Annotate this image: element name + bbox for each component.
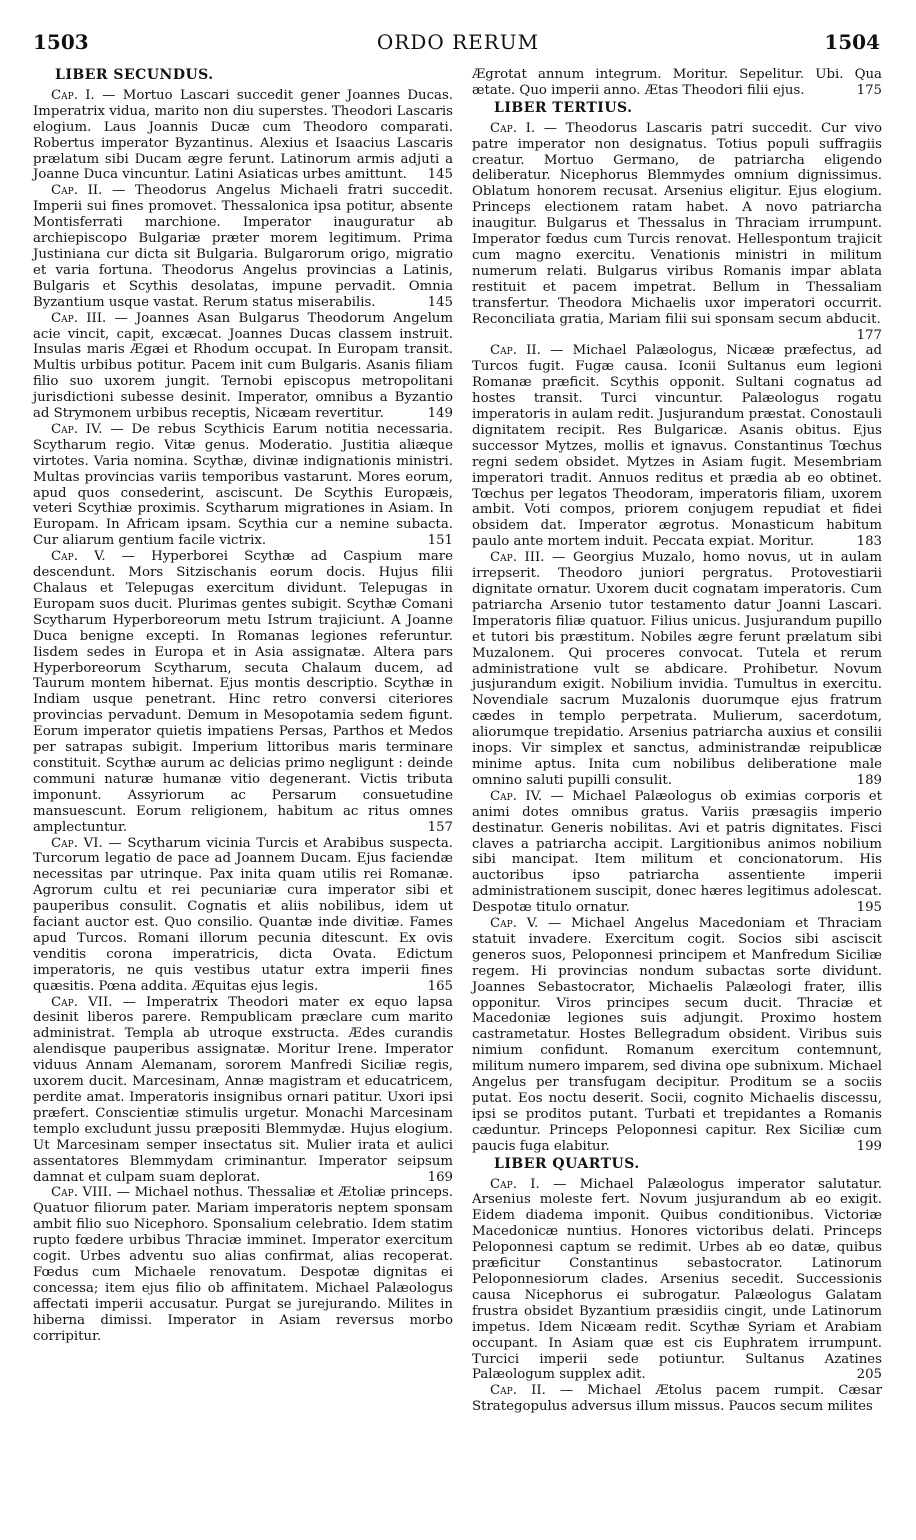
chapter-summary: — Hyperborei Scythæ ad Caspium mare descendunt. Mors Sitzischanis eorum docis. Hujus filii Chalaus et Telepugas exercitum dividunt. Telepugas in Europam suos ducit. Plurimas gentes subigit. Scythæ Comani Scytharum Hyperboreorum metu Istrum trajiciunt. A Joanne Duca benigne excepti. In Romanas legiones referuntur. Iisdem sedes in Europa et in Asia assignatæ. Altera pars Hyperboreorum Scytharum, secuta Chalaum ducem, ad Taurum montem hibernat. Ejus montis descriptio. Scythæ in Indiam usque penetrant. Hinc retro conversi citeriores provincias pervadunt. Demum in Mesopotamia sedem figunt. Eorum imperator quietis impatiens Persas, Parthos et Medos per satrapas subigit. Imperium littoribus maris terminare constituit. Scythæ aurum ac delicias primo negligunt : deinde communi naturæ humanæ vitio degenerant. Victis tributa imponunt. Assyriorum ac Persarum consuetudine mansuescunt. Eorum religionem, habitum ac ritus omnes amplectuntur. — [33, 549, 454, 835]
chapter-label: Cap. VIII. — [51, 1185, 113, 1201]
chapter-summary: — Scytharum vicinia Turcis et Arabibus suspecta. Turcorum legatio de pace ad Joannem Ducam. Ejus faciendæ necessitas par utrinque. Pax inita quam utilis rei Romanæ. Agrorum cultu et rei pecuniariæ cura imperator sibi et pauperibus consulit. Cognatis et aliis nobilibus, idem ut faciant auctor est. Quo consilio. Quantæ inde divitiæ. Fames apud Turcos. Romani illorum pecunia ditescunt. Ex ovis venditis corona imperatricis, dicta Ovata. Edictum imperatoris, ne quis vestibus utatur extra imperii fines quæsitis. Pœna addita. Æquitas ejus legis. — [33, 835, 453, 994]
page-reference: 145 — [427, 167, 453, 183]
chapter-label: Cap. VI. — [51, 835, 103, 851]
page-reference: 165 — [427, 978, 453, 994]
chapter-entry — [472, 121, 882, 344]
chapter-label: Cap. II. — [51, 183, 103, 199]
chapter-summary: — Theodorus Lascaris patri succedit. Cur vivo patre imperator non designatus. Totius populi suffragiis creatur. Mortuo Germano, de patriarcha eligendo deliberatur. Nicephorus Blemmydes omnium dignissimus. Oblatum honorem recusat. Arsenius eligitur. Ejus elogium. Princeps electionem ratam habet. A novo patriarcha inaugitur. Bulgarus et Thessalus in Thraciam irrumpunt. Imperator fœdus cum Turcis renovat. Hellespontum trajicit cum magno exercitu. Venationis ministri in militum numerum relati. Bulgarus viribus Romanis impar ablata restituit et pacem impetrat. Bellum in Thessaliam transfertur. Theodora Michaelis uxor imperatori occurrit. Reconciliata gratia, Mariam filii sui sponsam secum abducit. — [472, 120, 882, 327]
chapter-summary: — Imperatrix Theodori mater ex equo lapsa desinit liberos parere. Rempublicam præclare cum marito administrat. Templa ab utroque exstructa. Ædes curandis alendisque pauperibus assignatæ. Moritur Irene. Imperator viduus Annam Alemanam, sororem Manfredi Siciliæ regis, uxorem ducit. Marcesinam, Annæ magistram et educatricem, perdite amat. Imperatoris insignibus ornari patitur. Uxori ipsi præfert. Conscientiæ stimulis urgetur. Monachi Marcesinam templo excludunt jussu præpositi Blemmydæ. Hujus elogium. Ut Marcesinam semper insectatus sit. Mulier irata et aulici assentatores Blemmydam criminantur. Imperator seipsum damnat et culpam suam deplorat. — [33, 994, 453, 1185]
chapter-entry — [33, 836, 453, 995]
book-heading: LIBER TERTIUS. — [494, 99, 633, 116]
book-heading: LIBER SECUNDUS. — [55, 67, 214, 83]
chapter-summary: — De rebus Scythicis Earum notitia necessaria. Scytharum regio. Vitæ genus. Moderatio. Justitia aliæque virtotes. Varia nomina. Scythæ, divinæ indignationis ministri. Multas provincias variis temporibus vastarunt. Mores eorum, apud quos consederint, asciscunt. De Scythis Europæis, veteri Scythiæ proximis. Scytharum migrationes in Asiam. In Europam. In Africam ipsam. Scythia cur a nemine subacta. Cur aliarum gentium facile victrix. — [33, 421, 453, 549]
chapter-label: Cap. V. — [490, 916, 539, 932]
chapter-summary: — Michael Ætolus pacem rumpit. Cæsar Strategopulus adversus illum missus. Paucos secum milites — [472, 1383, 882, 1415]
chapter-label: Cap. VII. — [51, 994, 113, 1010]
chapter-summary: Ægrotat annum integrum. Moritur. Sepelitur. Ubi. Qua ætate. Quo imperii anno. Ætas Theodori filii ejus. — [472, 67, 882, 98]
chapter-summary: — Theodorus Angelus Michaeli fratri succedit. Imperii sui fines promovet. Thessalonica ipsa potitur, absente Montisferrati marchione. Imperator inauguratur ab archiepiscopo Bulgariæ præter morem legitimum. Prima Justiniana cur dicta sit Bulgaria. Bulgarorum origo, migratio et varia fortuna. Theodorus Angelus provincias a Latinis, Bulgaris et Scythis desolatas, impune pervadit. Omnia Byzantium usque vastat. Rerum status miserabilis. — [33, 183, 453, 310]
chapter-entry — [33, 1185, 453, 1344]
chapter-label: Cap. IV. — [51, 421, 103, 437]
page-reference: 177 — [856, 327, 882, 343]
chapter-entry — [33, 549, 453, 835]
page-header — [0, 30, 916, 60]
chapter-entry — [472, 1383, 882, 1415]
chapter-label: Cap. I. — [51, 87, 95, 103]
chapter-label: Cap. II. — [490, 1383, 546, 1399]
chapter-label: Cap. III. — [490, 550, 545, 566]
chapter-summary: — Michael Palæologus imperator salutatur. Arsenius moleste fert. Novum jusjurandum ab eo exigit. Eidem diadema imponit. Quibus conditionibus. Victoriæ Macedonicæ nuntius. Honores victoribus delati. Princeps Peloponnesi captum se redimit. Urbes ab eo datæ, quibus præficitur Constantinus sebastocrator. Latinorum Peloponnesiorum clades. Arsenius secedit. Successionis causa Nicephorus ei subrogatur. Palæologus Galatam frustra obsidet Byzantium præsidiis cingit, unde Latinorum impetus. Idem Nicæam redit. Scythæ Syriam et Arabiam occupant. In Asiam quæ est cis Euphratem irrumpunt. Turcici imperii sede potiuntur. Sultanus Azatines Palæologum supplex adit. — [472, 1176, 882, 1383]
chapter-label: Cap. I. — [490, 120, 536, 136]
left-column — [33, 66, 453, 1345]
chapter-summary: — Michael Palæologus, Nicææ præfectus, ad Turcos fugit. Fugæ causa. Iconii Sultanus eum legioni Romanæ præficit. Scythis opponit. Sultani cognatus ad hostes transit. Turci vincuntur. Palæologus rogatu imperatoris in aulam redit. Jusjurandum præstat. Conostauli dignitatem recipit. Res Bulgaricæ. Asanis obitus. Ejus successor Mytzes, mollis et ignavus. Constantinus Tœchus regni sedem obsidet. Mytzes in Asiam fugit. Mesembriam imperatori tradit. Annuos reditus et prædia ab eo obtinet. Tœchus per legatos Theodoram, imperatoris filiam, uxorem ambit. Voti compos, priorem conjugem repudiat et fidei obsidem dat. Imperator ægrotus. Monasticum habitum paulo ante mortem induit. Peccata expiat. Moritur. — [472, 343, 883, 550]
page-reference: 169 — [427, 1169, 453, 1185]
chapter-label: Cap. III. — [51, 310, 107, 326]
continued-entry — [472, 67, 882, 99]
running-title: ORDO RERUM — [376, 30, 540, 54]
chapter-summary: — Michael Angelus Macedoniam et Thraciam statuit invadere. Exercitum cogit. Socios sibi asciscit generos suos, Peloponnesi principem et Manfredum Siciliæ regem. Hi provincias nondum subactas sorte dividunt. Joannes Sebastocrator, Michaelis Palæologi frater, illis opponitur. Viros principes secum ducit. Thraciæ et Macedoniæ legiones suis adjungit. Proximo hostem castrametatur. Hostes Bellegradum obsident. Viribus suis nimium confidunt. Romanum exercitum contemnunt, militum numero imparem, sed divina ope subnixum. Michael Angelus per transfugam decipitur. Proditum se a sociis putat. Eos noctu deserit. Socii, cognito Michaelis discessu, ipsi se proditos putant. Turbati et trepidantes a Romanis cæduntur. Princeps Peloponnesi capitur. Rex Siciliæ cum paucis fuga elabitur. — [472, 916, 882, 1154]
chapter-entry — [472, 789, 882, 916]
page-reference: 157 — [427, 819, 453, 835]
chapter-entry — [472, 550, 882, 789]
page-reference: 151 — [427, 533, 453, 549]
right-page-number: 1504 — [824, 30, 880, 54]
page-reference: 175 — [856, 82, 882, 98]
chapter-label: Cap. V. — [51, 549, 106, 565]
page-reference: 189 — [856, 772, 882, 788]
chapter-summary: — Joannes Asan Bulgarus Theodorum Angelum acie vincit, capit, excæcat. Joannes Ducas classem instruit. Insulas maris Ægæi et Rhodum occupat. In Europam transit. Multis urbibus potitur. Pacem init cum Bulgaris. Asanis filiam filio suo uxorem jungit. Ternobi episcopus metropolitani jurisdictioni subesse desinit. Imperator, omnibus a Byzantio ad Strymonem urbibus receptis, Nicæam revertitur. — [33, 310, 454, 422]
chapter-entry — [33, 311, 453, 422]
chapter-entry — [33, 183, 453, 310]
page-reference: 205 — [856, 1367, 882, 1383]
page-reference: 195 — [856, 900, 882, 916]
chapter-entry — [472, 916, 882, 1155]
chapter-entry — [33, 88, 453, 183]
right-column — [472, 67, 882, 1415]
chapter-label: Cap. IV. — [490, 788, 543, 804]
book-heading: LIBER QUARTUS. — [494, 1155, 640, 1172]
chapter-summary: — Michael Palæologus ob eximias corporis et animi dotes omnibus gratus. Variis præsagiis imperio destinatur. Generis nobilitas. Avi et patris dignitates. Fisci claves a patriarcha accipit. Largitionibus animos nobilium sibi mancipat. Item militum et concionatorum. His auctoribus ipso patriarcha assentiente imperii administrationem suscipit, donec hæres legitimus adolescat. Despotæ titulo ornatur. — [472, 788, 882, 916]
page-reference: 183 — [856, 534, 882, 550]
page-reference: 149 — [427, 406, 453, 422]
chapter-entry — [472, 1177, 882, 1384]
page-reference: 145 — [427, 294, 453, 310]
chapter-label: Cap. II. — [490, 343, 541, 359]
chapter-summary: — Georgius Muzalo, homo novus, ut in aulam irrepserit. Theodoro juniori pergratus. Protovestiarii dignitate ornatur. Uxorem ducit cognatam imperatoris. Cum patriarcha Arsenio tutor testamento datur Joanni Lascari. Imperatoris filiæ quatuor. Filius unicus. Jusjurandum pupillo et tutori bis præstitum. Nobiles ægre ferunt prælatum sibi Muzalonem. Qui proceres convocat. Tutela et rerum administratione vult se abdicare. Prohibetur. Novum jusjurandum exigit. Nobilium invidia. Tumultus in exercitu. Novendiale sacrum Muzalonis duorumque ejus fratrum cædes in templo perpetrata. Mulierum, sacerdotum, aliorumque trepidatio. Arsenius patriarcha auxius et consilii inops. Vir simplex et sanctus, administrandæ reipublicæ minime aptus. Inita cum nobilibus deliberatione male omnino saluti pupilli consulit. — [472, 550, 882, 788]
chapter-entry — [472, 343, 882, 550]
chapter-entry — [33, 422, 453, 549]
chapter-label: Cap. I. — [490, 1176, 540, 1192]
chapter-summary: — Mortuo Lascari succedit gener Joannes Ducas. Imperatrix vidua, marito non diu superstes. Theodori Lascaris elogium. Laus Joannis Ducæ cum Theodoro comparati. Robertus imperator Byzantinus. Alexius et Isaacius Lascaris prælatum sibi Ducam ægre ferunt. Latinorum armis adjuti a Joanne Duca vincuntur. Latini Asiaticas urbes amittunt. — [33, 87, 453, 183]
page-reference: 199 — [856, 1138, 882, 1154]
chapter-entry — [33, 995, 453, 1186]
chapter-summary: — Michael nothus. Thessaliæ et Ætoliæ princeps. Quatuor filiorum pater. Mariam imperatoris neptem sponsam ambit filio suo Nicephoro. Sponsalium celebratio. Idem statim rupto fœdere urbibus Thraciæ imminet. Imperator exercitum cogit. Urbes adventu suo alias confirmat, alias recoperat. Fœdus cum Michaele renovatum. Despotæ dignitas ei concessa; item ejus filio ob affinitatem. Michael Palæologus affectati imperii accusatur. Purgat se jurejurando. Milites in hiberna dimissi. Imperator in Asiam reversus morbo corripitur. — [33, 1185, 453, 1344]
left-page-number: 1503 — [33, 30, 89, 54]
